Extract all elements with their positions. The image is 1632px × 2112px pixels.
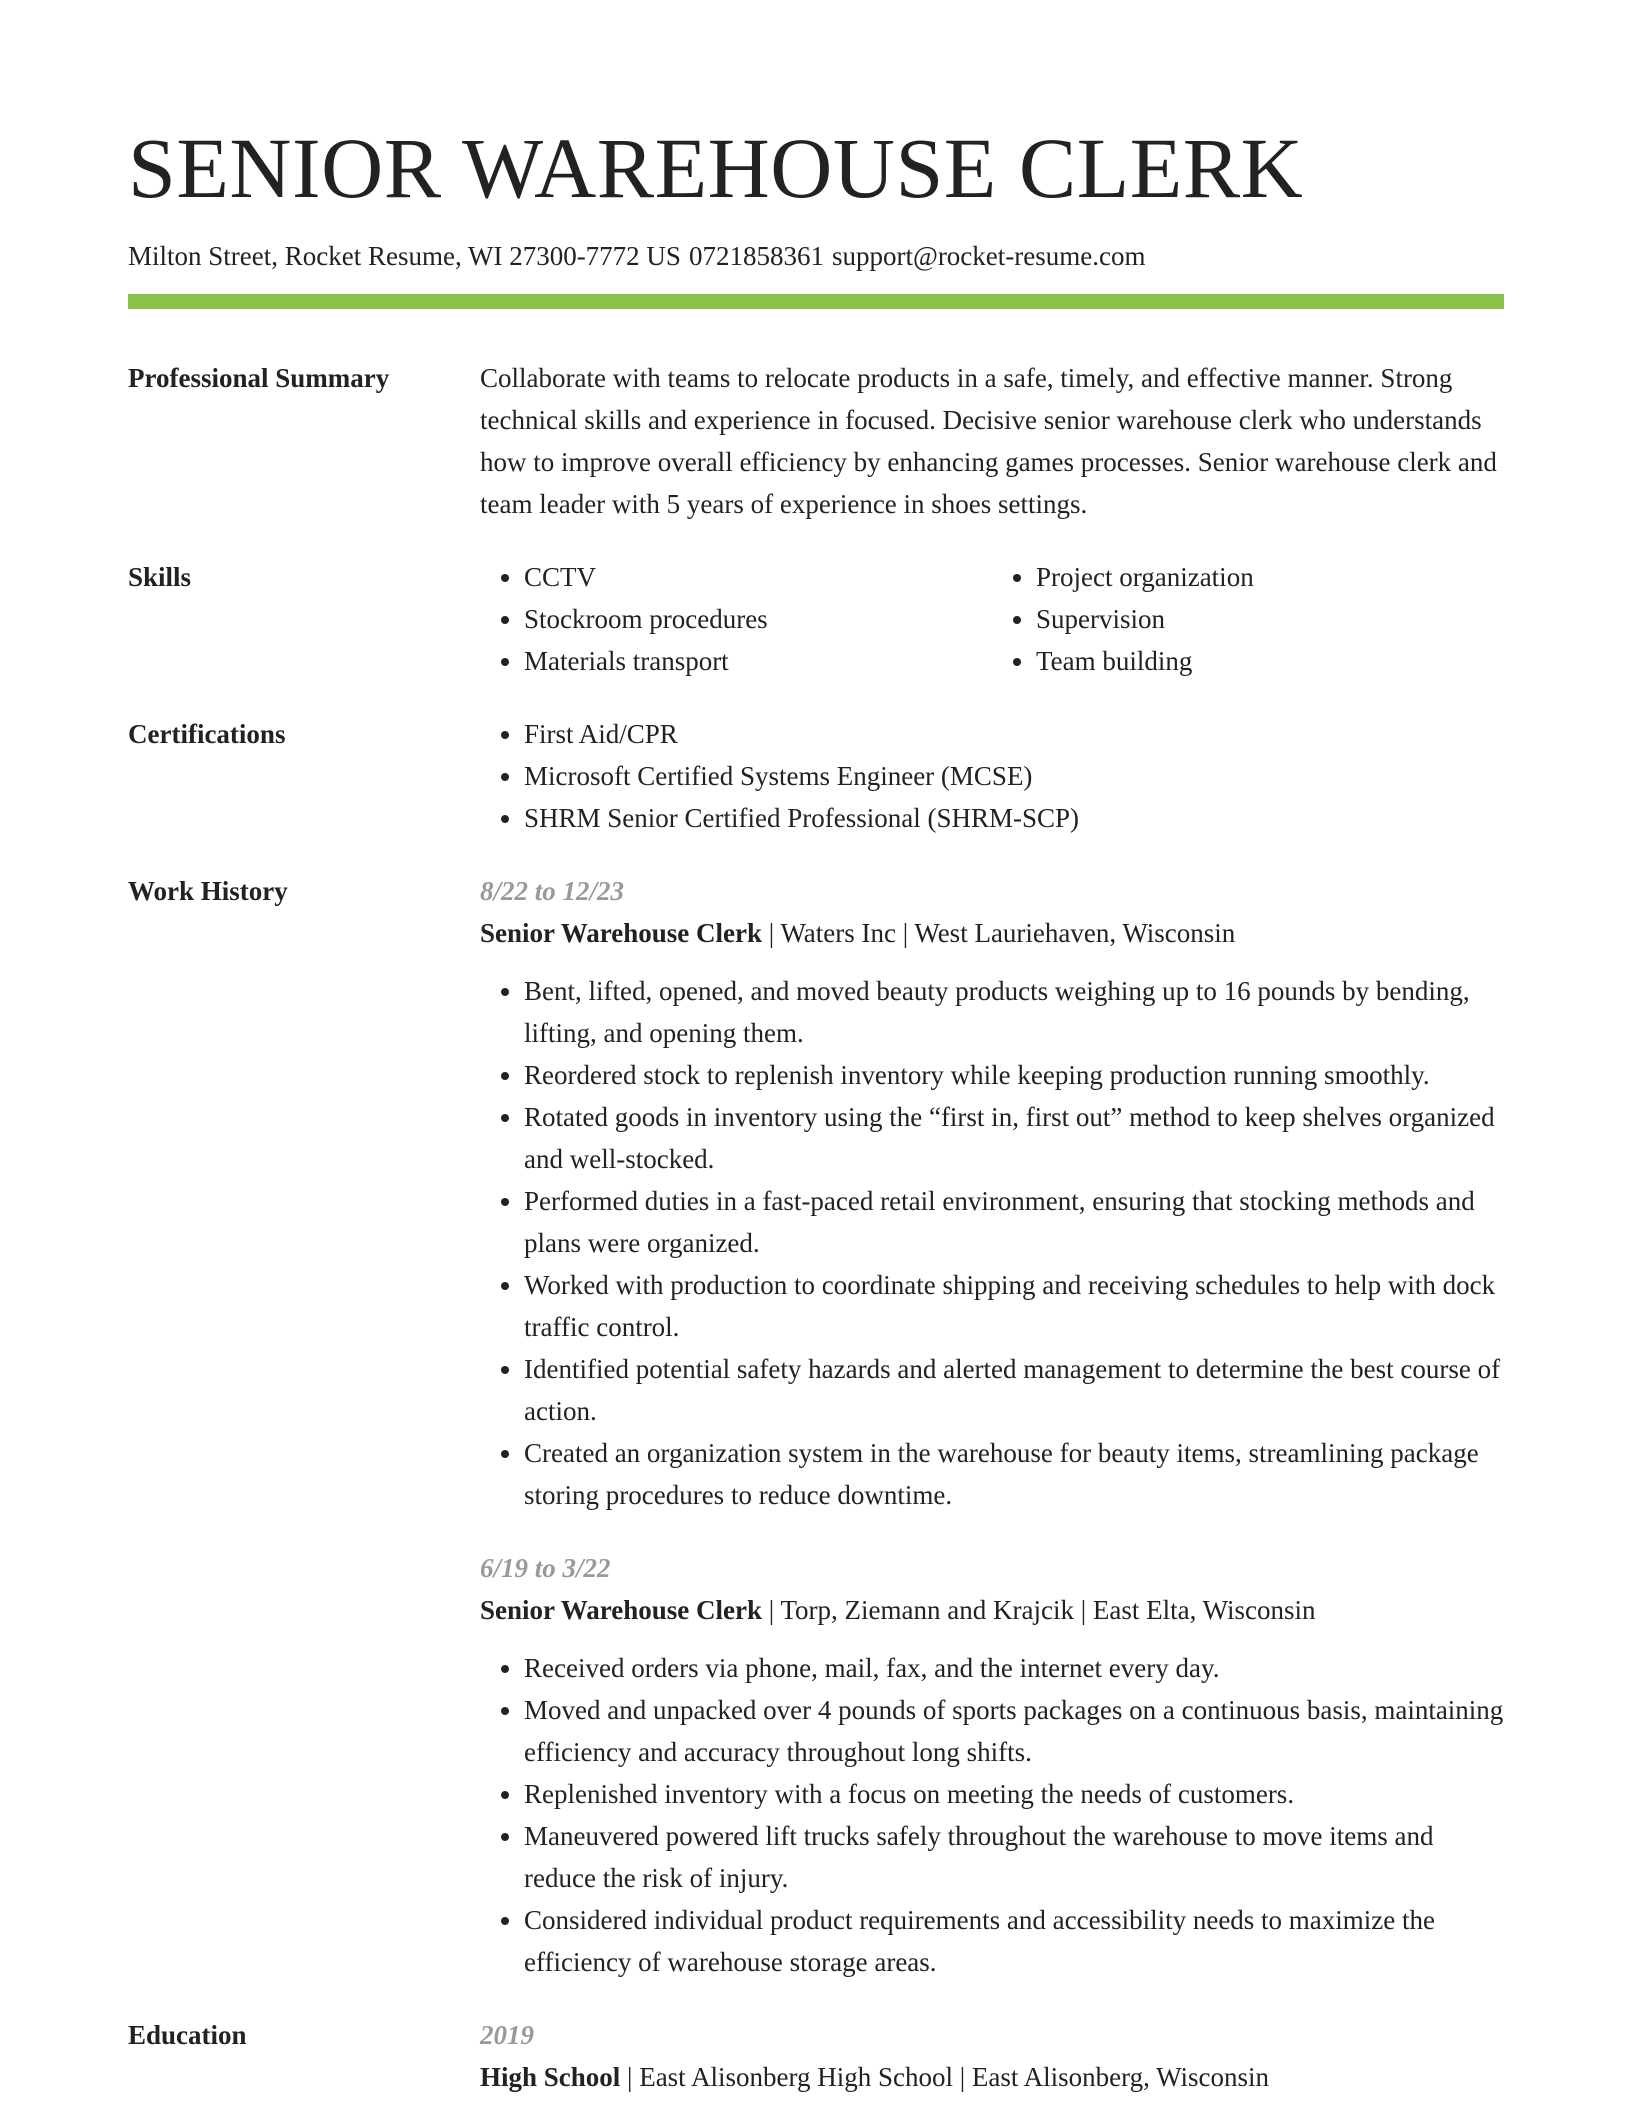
- job-bullet: • Replenished inventory with a focus on meeting the needs of customers.: [524, 1773, 1504, 1815]
- resume-name: SENIOR WAREHOUSE CLERK: [128, 120, 1304, 216]
- work-history-title: Work History: [128, 876, 288, 906]
- education-degree: High School: [480, 2062, 621, 2092]
- skill-item: • Stockroom procedures: [524, 598, 992, 640]
- job-bullet: • Reordered stock to replenish inventory while keeping production running smoothly.: [524, 1054, 1504, 1096]
- job-heading: [480, 1589, 1504, 1631]
- certification-item: • Microsoft Certified Systems Engineer (MCSE): [524, 755, 1504, 797]
- job-bullet: • Performed duties in a fast-paced retail environment, ensuring that stocking methods and plans were organized.: [524, 1180, 1504, 1264]
- work-history-section: [128, 870, 1504, 1983]
- contact-address: Milton Street, Rocket Resume, WI 27300-7772 US: [128, 241, 681, 271]
- skill-item: • Project organization: [1036, 556, 1504, 598]
- job-role: Senior Warehouse Clerk: [480, 918, 763, 948]
- skills-section: [128, 556, 1504, 682]
- certifications-section: [128, 713, 1504, 839]
- job-dates: 6/19 to 3/22: [480, 1553, 611, 1583]
- job-bullet: • Considered individual product requirements and accessibility needs to maximize the efficiency of warehouse storage areas.: [524, 1899, 1504, 1983]
- skills-list-left: [480, 556, 992, 682]
- job-bullet: • Worked with production to coordinate shipping and receiving schedules to help with dock traffic control.: [524, 1264, 1504, 1348]
- skills-title: Skills: [128, 562, 192, 592]
- job-bullet: • Received orders via phone, mail, fax, and the internet every day.: [524, 1647, 1504, 1689]
- skill-item: • CCTV: [524, 556, 992, 598]
- job-bullet: • Identified potential safety hazards and alerted management to determine the best course of action.: [524, 1348, 1504, 1432]
- job-bullets: [480, 1647, 1504, 1983]
- skill-item: • Materials transport: [524, 640, 992, 682]
- accent-divider: [128, 294, 1504, 309]
- job-details: | Waters Inc | West Lauriehaven, Wisconsin: [762, 918, 1236, 948]
- job-entry: [480, 1547, 1504, 1983]
- job-bullet: • Moved and unpacked over 4 pounds of sports packages on a continuous basis, maintaining efficiency and accuracy throughout long shifts.: [524, 1689, 1504, 1773]
- contact-line: [128, 238, 1504, 274]
- skill-item: • Supervision: [1036, 598, 1504, 640]
- skill-item: • Team building: [1036, 640, 1504, 682]
- job-bullet: • Bent, lifted, opened, and moved beauty products weighing up to 16 pounds by bending, lifting, and opening them.: [524, 970, 1504, 1054]
- certification-item: • SHRM Senior Certified Professional (SHRM-SCP): [524, 797, 1504, 839]
- job-entry: [480, 870, 1504, 1516]
- contact-phone: 0721858361: [688, 241, 824, 271]
- job-bullet: • Rotated goods in inventory using the “first in, first out” method to keep shelves organized and well-stocked.: [524, 1096, 1504, 1180]
- education-details: | East Alisonberg High School | East Alisonberg, Wisconsin: [620, 2062, 1270, 2092]
- job-bullets: [480, 970, 1504, 1516]
- certifications-list: [480, 713, 1504, 839]
- summary-section: [128, 357, 1504, 525]
- certification-item: • First Aid/CPR: [524, 713, 1504, 755]
- education-heading: [480, 2056, 1504, 2098]
- skills-list-right: [992, 556, 1504, 682]
- summary-text: Collaborate with teams to relocate products in a safe, timely, and effective manner. Strong technical skills and experience in focused. Decisive senior warehouse clerk who understands how to improve overall efficiency by enhancing games processes. Senior warehouse clerk and team leader with 5 years of experience in shoes settings.: [480, 363, 1497, 519]
- certifications-title: Certifications: [128, 719, 286, 749]
- education-date: 2019: [480, 2020, 534, 2050]
- job-bullet: • Created an organization system in the warehouse for beauty items, streamlining package storing procedures to reduce downtime.: [524, 1432, 1504, 1516]
- job-bullet: • Maneuvered powered lift trucks safely throughout the warehouse to move items and reduce the risk of injury.: [524, 1815, 1504, 1899]
- contact-email: support@rocket-resume.com: [831, 241, 1146, 271]
- job-heading: [480, 912, 1504, 954]
- summary-title: Professional Summary: [128, 363, 390, 393]
- job-dates: 8/22 to 12/23: [480, 876, 625, 906]
- education-section: [128, 2014, 1504, 2098]
- education-title: Education: [128, 2020, 247, 2050]
- job-details: | Torp, Ziemann and Krajcik | East Elta, Wisconsin: [762, 1595, 1316, 1625]
- job-role: Senior Warehouse Clerk: [480, 1595, 763, 1625]
